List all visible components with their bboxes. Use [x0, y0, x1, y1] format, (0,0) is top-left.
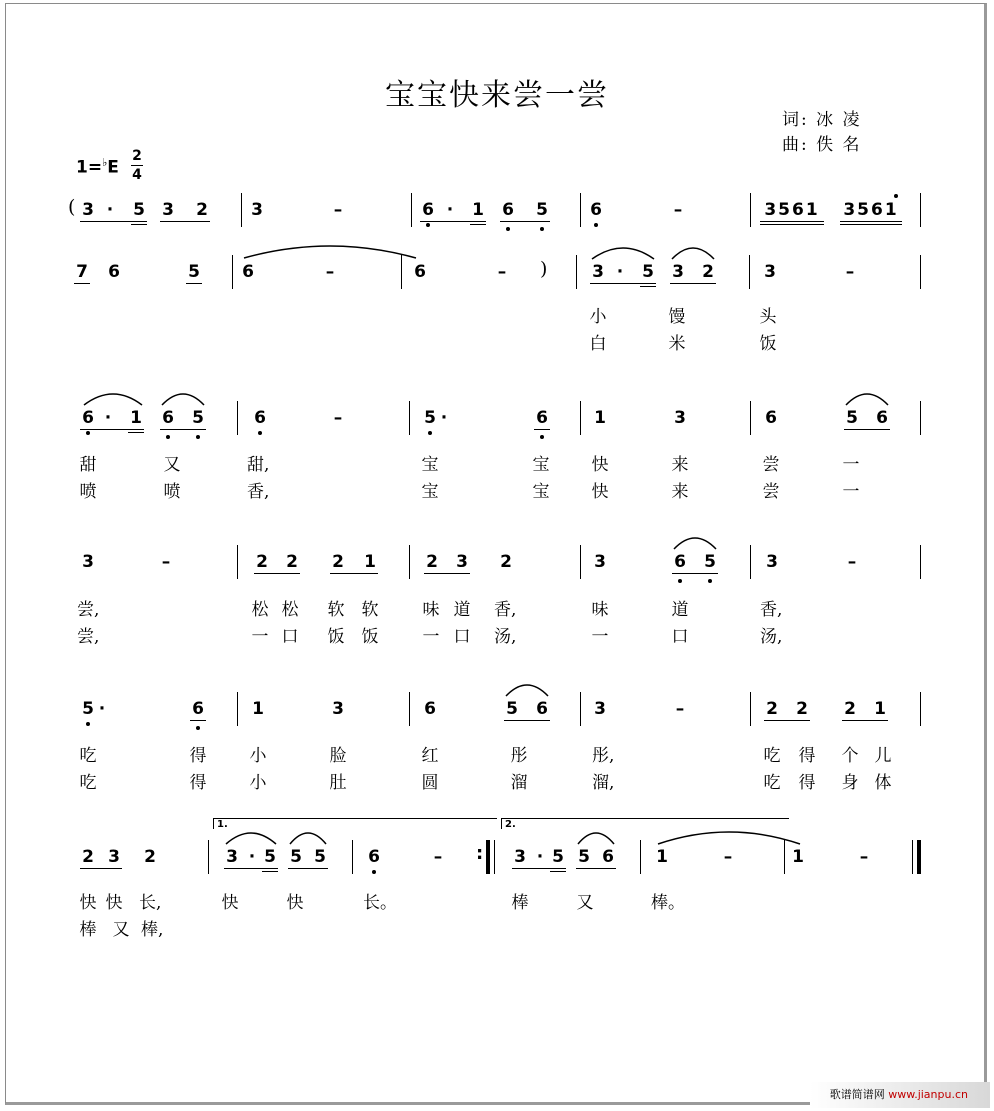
watermark-url: www.jianpu.cn [888, 1088, 968, 1101]
dot: · [98, 699, 106, 719]
volta-2: 2. [501, 818, 789, 829]
note: 1 [128, 408, 144, 428]
note: 1 [656, 847, 668, 867]
dash: – [723, 847, 733, 867]
note: 6 [588, 200, 604, 220]
time-top: 2 [132, 148, 142, 164]
note: 3 [82, 200, 94, 220]
barline [580, 692, 581, 726]
dash: – [859, 847, 869, 867]
final-barline-thin [912, 840, 913, 874]
barline [920, 255, 921, 289]
lyric: 快 [286, 893, 304, 913]
note: 2 [82, 847, 94, 867]
note: 5 [290, 847, 302, 867]
lyric: 吃 [79, 746, 97, 766]
open-paren: ( [68, 196, 76, 218]
lyric: 快 [591, 482, 609, 502]
lyric: 长, [139, 893, 162, 913]
barline [750, 692, 751, 726]
lyric: 道 [671, 600, 689, 620]
lyric: 饭 [361, 627, 379, 647]
dash: – [845, 262, 855, 282]
note: 6 [242, 262, 254, 282]
lyric: 又 [163, 455, 181, 475]
note: 2 [144, 847, 156, 867]
note: 6 [672, 552, 688, 572]
barline [920, 545, 921, 579]
lyric: 松 [281, 600, 299, 620]
lyric: 棒。 [651, 893, 685, 913]
note: 5 [190, 408, 206, 428]
dot: · [106, 200, 114, 220]
note: 6 [190, 699, 206, 719]
lyric: 棒 [511, 893, 529, 913]
barline [409, 545, 410, 579]
lyric: 香, [760, 600, 783, 620]
lyric: 味 [422, 600, 440, 620]
slur [222, 828, 280, 848]
lyric: 道 [453, 600, 471, 620]
note: 2 [286, 552, 298, 572]
slur [842, 389, 892, 409]
tie [240, 240, 420, 262]
key-signature [76, 156, 119, 178]
lyric: 得 [189, 746, 207, 766]
repeat-dots: : [476, 843, 484, 864]
note: 3 [456, 552, 468, 572]
note: 2 [702, 262, 714, 282]
lyric: 溜 [510, 773, 528, 793]
note: 6 [536, 699, 548, 719]
lyric: 一 [842, 482, 860, 502]
lyric: 快 [79, 893, 97, 913]
note: 6 [366, 847, 382, 867]
repeat-barline [486, 840, 490, 874]
key-prefix: 1= [76, 157, 103, 178]
barline [750, 401, 751, 435]
lyric: 尝 [762, 482, 780, 502]
lyric: 米 [668, 334, 686, 354]
lyric: 身 [841, 773, 859, 793]
barline [749, 255, 750, 289]
barline [237, 692, 238, 726]
slur [502, 680, 552, 700]
lyric: 尝, [77, 600, 100, 620]
lyric: 馒 [668, 307, 686, 327]
note: 5 [550, 847, 566, 867]
lyric: 喷 [79, 482, 97, 502]
note: 5 [578, 847, 590, 867]
note: 5 [640, 262, 656, 282]
lyric: 宝 [532, 482, 550, 502]
note: 5 [262, 847, 278, 867]
barline [580, 193, 581, 227]
note: 6 [424, 699, 436, 719]
volta-1: 1. [213, 818, 497, 829]
lyric: 软 [327, 600, 345, 620]
lyric: 软 [361, 600, 379, 620]
note: 6 [876, 408, 888, 428]
lyric: 汤, [494, 627, 517, 647]
flat-sign: ♭ [102, 156, 108, 169]
note: 7 [76, 262, 88, 282]
slur [286, 828, 330, 848]
dash: – [161, 552, 171, 572]
lyric: 味 [591, 600, 609, 620]
lyric: 来 [671, 482, 689, 502]
note: 5 [80, 699, 96, 719]
dash: – [433, 847, 443, 867]
note: 3 [108, 847, 120, 867]
lyric: 体 [874, 773, 892, 793]
slur [670, 533, 720, 553]
note: 6 [765, 408, 777, 428]
lyric: 宝 [532, 455, 550, 475]
slur [588, 243, 658, 263]
note: 5 [702, 552, 718, 572]
tie [654, 826, 804, 848]
lyric: 又 [112, 920, 130, 940]
song-title: 宝宝快来尝一尝 [385, 78, 609, 113]
barline [352, 840, 353, 874]
lyric: 个 [841, 746, 859, 766]
lyric: 口 [671, 627, 689, 647]
note: 1 [792, 847, 804, 867]
note: 3 [766, 552, 778, 572]
lyric: 头 [759, 307, 777, 327]
lyric: 香, [247, 482, 270, 502]
barline [411, 193, 412, 227]
time-bottom: 4 [132, 167, 142, 183]
lyric: 尝 [762, 455, 780, 475]
lyric: 宝 [421, 482, 439, 502]
lyric: 肚 [329, 773, 347, 793]
note: 2 [426, 552, 438, 572]
barline [409, 401, 410, 435]
lyric: 溜, [592, 773, 615, 793]
note: 3 [594, 699, 606, 719]
note: 5 [131, 200, 147, 220]
barline [409, 692, 410, 726]
lyric: 一 [422, 627, 440, 647]
note: 3 [162, 200, 174, 220]
lyric: 松 [251, 600, 269, 620]
slur [80, 389, 146, 409]
lyric: 彤 [510, 746, 528, 766]
note: 3 [672, 262, 684, 282]
dot: · [104, 408, 112, 428]
note: 5 [534, 200, 550, 220]
note: 2 [766, 699, 778, 719]
repeat-barline-thin [494, 840, 495, 874]
lyric: 儿 [874, 746, 892, 766]
note: 6 [420, 200, 436, 220]
note: 2 [796, 699, 808, 719]
composer-credit: 曲: 佚 名 [782, 135, 862, 155]
note: 2 [500, 552, 512, 572]
barline [920, 692, 921, 726]
note: 6 [160, 408, 176, 428]
barline [640, 840, 641, 874]
lyricist-credit: 词: 冰 凌 [782, 110, 862, 130]
slur [668, 243, 718, 263]
lyric: 吃 [79, 773, 97, 793]
slur [574, 828, 618, 848]
dot: · [248, 847, 256, 867]
note: 1 [874, 699, 886, 719]
lyric: 口 [453, 627, 471, 647]
lyric: 一 [842, 455, 860, 475]
key-note: E [107, 157, 119, 178]
note-group: 3561 [840, 200, 902, 220]
note: 1 [364, 552, 376, 572]
dash: – [673, 200, 683, 220]
time-signature [131, 148, 143, 183]
dot: · [446, 200, 454, 220]
note-group: 3561 [760, 200, 824, 220]
lyric: 来 [671, 455, 689, 475]
barline [750, 545, 751, 579]
lyric: 得 [189, 773, 207, 793]
lyric: 口 [281, 627, 299, 647]
note: 3 [764, 262, 776, 282]
lyric: 脸 [329, 746, 347, 766]
dash: – [325, 262, 335, 282]
barline [576, 255, 577, 289]
note: 3 [674, 408, 686, 428]
note: 1 [594, 408, 606, 428]
barline [232, 255, 233, 289]
lyric: 宝 [421, 455, 439, 475]
barline [208, 840, 209, 874]
lyric: 又 [576, 893, 594, 913]
lyric: 彤, [592, 746, 615, 766]
lyric: 快 [105, 893, 123, 913]
dot: · [616, 262, 624, 282]
barline [580, 545, 581, 579]
lyric: 红 [421, 746, 439, 766]
note: 3 [332, 699, 344, 719]
note: 3 [592, 262, 604, 282]
watermark-site: 歌谱简谱网 [829, 1088, 885, 1101]
dash: – [497, 262, 507, 282]
dash: – [847, 552, 857, 572]
note: 3 [594, 552, 606, 572]
note: 3 [514, 847, 526, 867]
barline [237, 401, 238, 435]
note: 5 [422, 408, 438, 428]
barline [237, 545, 238, 579]
note: 6 [602, 847, 614, 867]
lyric: 快 [221, 893, 239, 913]
note: 5 [314, 847, 326, 867]
barline [580, 401, 581, 435]
note: 5 [188, 262, 200, 282]
lyric: 快 [591, 455, 609, 475]
lyric: 吃 [763, 773, 781, 793]
lyric: 圆 [421, 773, 439, 793]
note: 1 [470, 200, 486, 220]
dot: · [536, 847, 544, 867]
lyric: 白 [589, 334, 607, 354]
note: 3 [82, 552, 94, 572]
lyric: 小 [249, 773, 267, 793]
note: 3 [226, 847, 238, 867]
note: 6 [108, 262, 120, 282]
note: 6 [534, 408, 550, 428]
note: 2 [256, 552, 268, 572]
lyric: 长。 [363, 893, 397, 913]
lyric: 尝, [77, 627, 100, 647]
barline [920, 193, 921, 227]
note: 5 [846, 408, 858, 428]
note: 6 [414, 262, 426, 282]
lyric: 汤, [760, 627, 783, 647]
lyric: 棒 [79, 920, 97, 940]
note: 6 [500, 200, 516, 220]
lyric: 得 [798, 773, 816, 793]
lyric: 香, [494, 600, 517, 620]
slur [158, 389, 208, 409]
barline [241, 193, 242, 227]
note: 5 [506, 699, 518, 719]
lyric: 一 [591, 627, 609, 647]
dot: · [440, 408, 448, 428]
lyric: 甜, [247, 455, 270, 475]
lyric: 小 [589, 307, 607, 327]
lyric: 喷 [163, 482, 181, 502]
barline [750, 193, 751, 227]
note: 6 [252, 408, 268, 428]
lyric: 一 [251, 627, 269, 647]
watermark [810, 1082, 990, 1108]
lyric: 小 [249, 746, 267, 766]
note: 3 [251, 200, 263, 220]
lyric: 饭 [327, 627, 345, 647]
note: 1 [252, 699, 264, 719]
note: 6 [80, 408, 96, 428]
close-paren: ) [540, 258, 548, 280]
dash: – [333, 408, 343, 428]
lyric: 吃 [763, 746, 781, 766]
lyric: 得 [798, 746, 816, 766]
note: 2 [332, 552, 344, 572]
note: 2 [844, 699, 856, 719]
note: 2 [196, 200, 208, 220]
lyric: 饭 [759, 334, 777, 354]
final-barline-thick [917, 840, 921, 874]
lyric: 甜 [79, 455, 97, 475]
dash: – [675, 699, 685, 719]
lyric: 棒, [141, 920, 164, 940]
dash: – [333, 200, 343, 220]
barline [920, 401, 921, 435]
